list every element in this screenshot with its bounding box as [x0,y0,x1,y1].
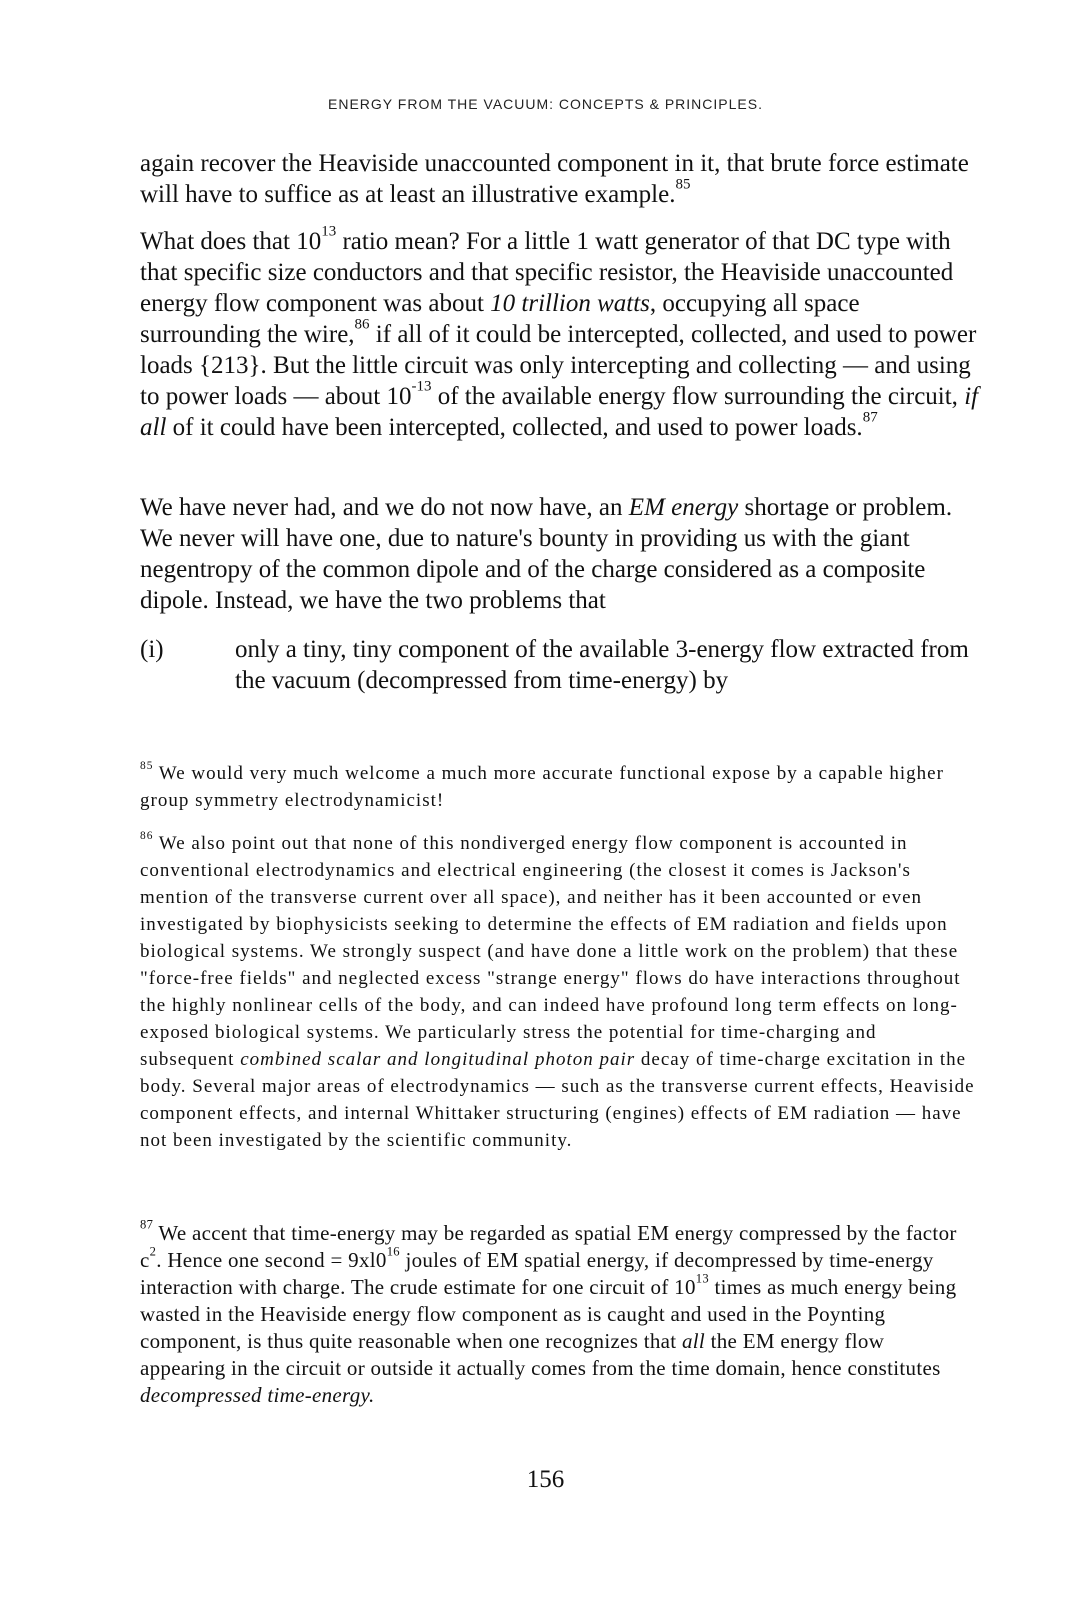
list-item [140,634,980,698]
footnote-number-86: 86 [140,829,154,842]
footnote-86-text-a: We also point out that none of this nondiverged energy flow component is accounted in conventional electrodynamics and electrical engineering (the closest it comes is Jackson's mention of the transverse current over all space), and neither has it been accounted or even investigated by biophysicists seeking to determine the effects of EM radiation and fields upon biological systems. We strongly suspect (and have done a little work on the problem) that these "force-free fields" and neglected excess "strange energy" flows do have interactions throughout the highly nonlinear cells of the body, and can indeed have profound long term effects on long-exposed biological systems. We particularly stress the potential for time-charging and subsequent [140,833,961,1070]
emphasis-10-trillion-watts: 10 trillion watts [490,290,650,317]
emphasis-decompressed-time-energy: decompressed time-energy. [140,1383,375,1407]
paragraph-2-text-a: What does that 10 [140,228,322,255]
footnote-number-85: 85 [140,759,154,772]
paragraph-3-text-a: We have never had, and we do not now have, an [140,494,629,521]
emphasis-em-energy: EM energy [628,494,739,521]
paragraph-1-text: again recover the Heaviside unaccounted component in it, that brute force estimate will have to suffice as at least an illustrative example. [140,150,969,208]
paragraph-2-text-f: of it could have been intercepted, collected, and used to power loads. [166,414,863,441]
paragraph-2-text-d: if all of it could be intercepted, collected, and used to power loads {213}. But the little circuit was only intercepting and collecting — and using to power loads — about 10 [140,321,977,410]
footnote-86-text-b: decay of time-charge excitation in the body. Several major areas of electrodynamics — such as the transverse current effects, Heaviside component effects, and internal Whittaker structuring (engines) effects of EM radiation — have not been investigated by the scientific community. [140,1049,975,1151]
footnote-ref-85[interactable]: 85 [675,176,691,193]
paragraph-2 [140,223,980,443]
footnote-85-text: We would very much welcome a much more accurate functional expose by a capable higher group symmetry electrodynamicist! [140,763,944,811]
paragraph-2-text-b: ratio mean? For a little 1 watt generator of that DC type with that specific size conductors and that specific resistor, the Heaviside unaccounted energy flow component was about [140,228,954,317]
footnote-ref-87[interactable]: 87 [862,409,878,426]
emphasis-all: all [681,1329,706,1353]
exponent-2: 2 [149,1244,157,1259]
exponent-minus-13: -13 [411,378,432,395]
footnote-87-text-a: We accent that time-energy may be regarded as spatial EM energy compressed by the factor c [140,1221,957,1272]
emphasis-if-all: if all [140,383,979,441]
list-item-text: only a tiny, tiny component of the available 3-energy flow extracted from the vacuum (decompressed from time-energy) by [235,636,969,694]
footnote-87-text-c: joules of EM spatial energy, if decompressed by time-energy interaction with charge. The crude estimate for one circuit of 10 [140,1248,934,1299]
footnote-86 [140,830,975,1154]
emphasis-photon-pair: combined scalar and longitudinal photon pair [240,1049,636,1070]
footnote-87-text-d: times as much energy being wasted in the Heaviside energy flow component as is caught and used in the Poynting component, is thus quite reasonable when one recognizes that [140,1275,957,1353]
paragraph-2-text-c: , occupying all space surrounding the wire, [140,290,860,348]
exponent-13: 13 [321,223,337,240]
footnote-ref-86[interactable]: 86 [354,316,370,333]
footnote-87-text-e: the EM energy flow appearing in the circuit or outside it actually comes from the time domain, hence constitutes [140,1329,941,1380]
paragraph-3-text-b: shortage or problem. We never will have one, due to nature's bounty in providing us with the giant negentropy of the common dipole and of the charge considered as a composite dipole. Instead, we have the two problems that [140,494,953,614]
paragraph-2-text-e: of the available energy flow surrounding the circuit, [431,383,965,410]
footnote-85 [140,760,975,814]
list-marker: (i) [140,636,164,663]
footnote-87 [140,1217,975,1409]
exponent-13-footnote: 13 [695,1271,709,1286]
page-number: 156 [526,1466,565,1493]
paragraph-1 [140,148,980,210]
footnote-number-87: 87 [140,1217,154,1232]
running-header: ENERGY FROM THE VACUUM: CONCEPTS & PRINCIPLES. [328,96,763,112]
paragraph-3 [140,492,980,616]
exponent-16: 16 [386,1244,400,1259]
footnote-87-text-b: . Hence one second = 9xl0 [156,1248,387,1272]
